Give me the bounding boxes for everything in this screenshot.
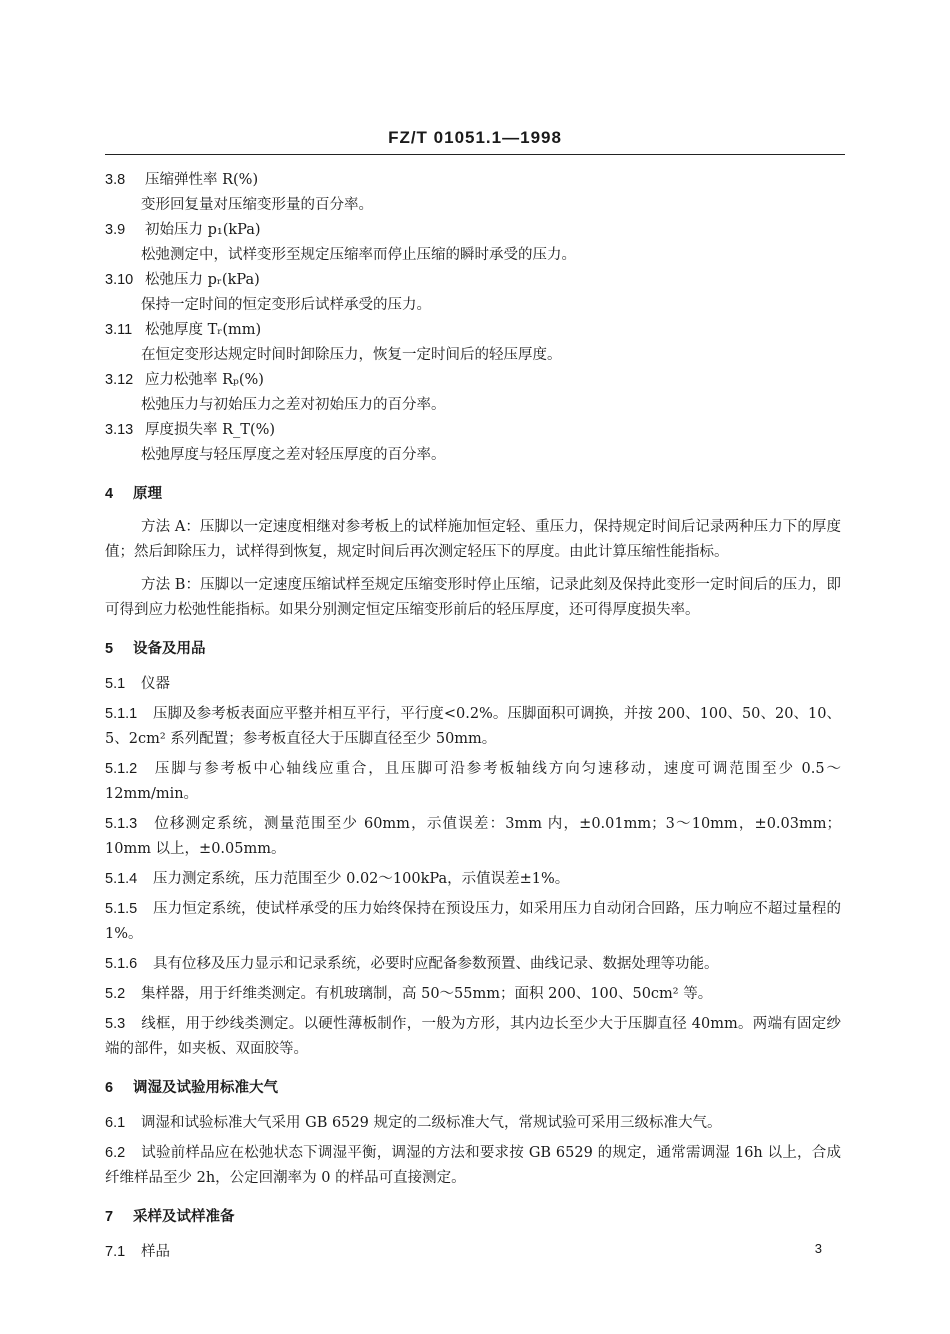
clause-text: 试验前样品应在松弛状态下调湿平衡，调湿的方法和要求按 GB 6529 的规定，通常需调湿 16h 以上，合成纤维样品至少 2h，公定回潮率为 0 的样品可直接测定。 xyxy=(105,1145,841,1186)
clause-6-1 xyxy=(105,1111,841,1136)
term-definition: 松弛厚度与轻压厚度之差对轻压厚度的百分率。 xyxy=(141,447,446,463)
term-number: 3.10 xyxy=(105,272,134,288)
section-heading-4 xyxy=(105,482,841,507)
clause-5-1-6 xyxy=(105,952,841,977)
page-number: 3 xyxy=(814,1241,822,1256)
clause-7-1 xyxy=(105,1240,841,1265)
clause-number: 6.2 xyxy=(105,1145,126,1161)
term-title: 松弛压力 pᵣ(kPa) xyxy=(145,272,260,288)
terms-list xyxy=(105,168,841,468)
clause-number: 5.2 xyxy=(105,986,126,1002)
clause-text: 压脚及参考板表面应平整并相互平行，平行度<0.2%。压脚面积可调换，并按 200、100、50、20、10、5、2cm² 系列配置；参考板直径大于压脚直径至少 50mm。 xyxy=(105,706,842,747)
clause-number: 5.1.4 xyxy=(105,871,138,887)
principle-method-a: 方法 A：压脚以一定速度相继对参考板上的试样施加恒定轻、重压力，保持规定时间后记录两种压力下的厚度值；然后卸除压力，试样得到恢复，规定时间后再次测定轻压下的厚度。由此计算压缩性能指标。 xyxy=(105,519,841,560)
section-title: 设备及用品 xyxy=(133,641,206,657)
term-3-11 xyxy=(105,318,841,368)
term-definition: 松弛压力与初始压力之差对初始压力的百分率。 xyxy=(141,397,446,413)
clause-text: 集样器，用于纤维类测定。有机玻璃制，高 50～55mm；面积 200、100、50cm² 等。 xyxy=(141,986,713,1002)
section-number: 6 xyxy=(105,1080,114,1096)
term-3-10 xyxy=(105,268,841,318)
term-definition: 保持一定时间的恒定变形后试样承受的压力。 xyxy=(141,297,431,313)
document-body xyxy=(105,168,841,1265)
clause-number: 7.1 xyxy=(105,1244,126,1260)
clause-number: 5.1.6 xyxy=(105,956,138,972)
clause-text: 线框，用于纱线类测定。以硬性薄板制作，一般为方形，其内边长至少大于压脚直径 40mm。两端有固定纱端的部件，如夹板、双面胶等。 xyxy=(105,1016,841,1057)
principle-method-b: 方法 B：压脚以一定速度压缩试样至规定压缩变形时停止压缩，记录此刻及保持此变形一定时间后的压力，即可得到应力松弛性能指标。如果分别测定恒定压缩变形前后的轻压厚度，还可得厚度损失率。 xyxy=(105,577,841,618)
clause-text: 样品 xyxy=(141,1244,170,1260)
clause-text: 具有位移及压力显示和记录系统，必要时应配备参数预置、曲线记录、数据处理等功能。 xyxy=(153,956,719,972)
term-number: 3.8 xyxy=(105,172,126,188)
section-number: 5 xyxy=(105,641,114,657)
term-number: 3.13 xyxy=(105,422,134,438)
clause-text: 压力测定系统，压力范围至少 0.02～100kPa，示值误差±1%。 xyxy=(153,871,570,887)
header-rule xyxy=(105,154,845,155)
term-number: 3.11 xyxy=(105,322,133,338)
section-title: 采样及试样准备 xyxy=(133,1209,235,1225)
term-number: 3.12 xyxy=(105,372,134,388)
term-number: 3.9 xyxy=(105,222,126,238)
clause-number: 5.1.1 xyxy=(105,706,138,722)
term-definition: 变形回复量对压缩变形量的百分率。 xyxy=(141,197,373,213)
section-number: 7 xyxy=(105,1209,114,1225)
section-heading-7 xyxy=(105,1205,841,1230)
clause-number: 5.3 xyxy=(105,1016,126,1032)
term-3-8 xyxy=(105,168,841,218)
section-title: 调湿及试验用标准大气 xyxy=(133,1080,278,1096)
clause-text: 调湿和试验标准大气采用 GB 6529 规定的二级标准大气，常规试验可采用三级标准大气。 xyxy=(141,1115,722,1131)
term-title: 厚度损失率 R_T(%) xyxy=(145,422,276,438)
clause-text: 压脚与参考板中心轴线应重合，且压脚可沿参考板轴线方向匀速移动，速度可调范围至少 0.5～12mm/min。 xyxy=(105,761,841,802)
clause-text: 压力恒定系统，使试样承受的压力始终保持在预设压力，如采用压力自动闭合回路，压力响应不超过量程的 1%。 xyxy=(105,901,841,942)
term-definition: 松弛测定中，试样变形至规定压缩率而停止压缩的瞬时承受的压力。 xyxy=(141,247,576,263)
section-heading-5 xyxy=(105,637,841,662)
clause-number: 6.1 xyxy=(105,1115,126,1131)
term-definition: 在恒定变形达规定时间时卸除压力，恢复一定时间后的轻压厚度。 xyxy=(141,347,562,363)
standard-code-header: FZ/T 01051.1—1998 xyxy=(388,128,562,147)
clause-5-1 xyxy=(105,672,841,697)
clause-6-2 xyxy=(105,1141,841,1191)
clause-5-2 xyxy=(105,982,841,1007)
section-heading-6 xyxy=(105,1076,841,1101)
clause-number: 5.1.3 xyxy=(105,816,138,832)
term-3-12 xyxy=(105,368,841,418)
clause-number: 5.1 xyxy=(105,676,126,692)
section-number: 4 xyxy=(105,486,114,502)
term-3-13 xyxy=(105,418,841,468)
term-title: 初始压力 p₁(kPa) xyxy=(145,222,261,238)
term-title: 应力松弛率 Rₚ(%) xyxy=(145,372,264,388)
term-title: 压缩弹性率 R(%) xyxy=(145,172,259,188)
term-3-9 xyxy=(105,218,841,268)
clause-5-1-2 xyxy=(105,757,841,807)
section-title: 原理 xyxy=(133,486,162,502)
clause-5-1-5 xyxy=(105,897,841,947)
clause-number: 5.1.2 xyxy=(105,761,138,777)
clause-number: 5.1.5 xyxy=(105,901,138,917)
clause-5-1-1 xyxy=(105,702,841,752)
clause-5-1-4 xyxy=(105,867,841,892)
clause-5-3 xyxy=(105,1012,841,1062)
term-title: 松弛厚度 Tᵣ(mm) xyxy=(145,322,262,338)
clause-text: 位移测定系统，测量范围至少 60mm，示值误差：3mm 内，±0.01mm；3～10mm，±0.03mm；10mm 以上，±0.05mm。 xyxy=(105,816,841,857)
clause-text: 仪器 xyxy=(141,676,170,692)
clause-5-1-3 xyxy=(105,812,841,862)
